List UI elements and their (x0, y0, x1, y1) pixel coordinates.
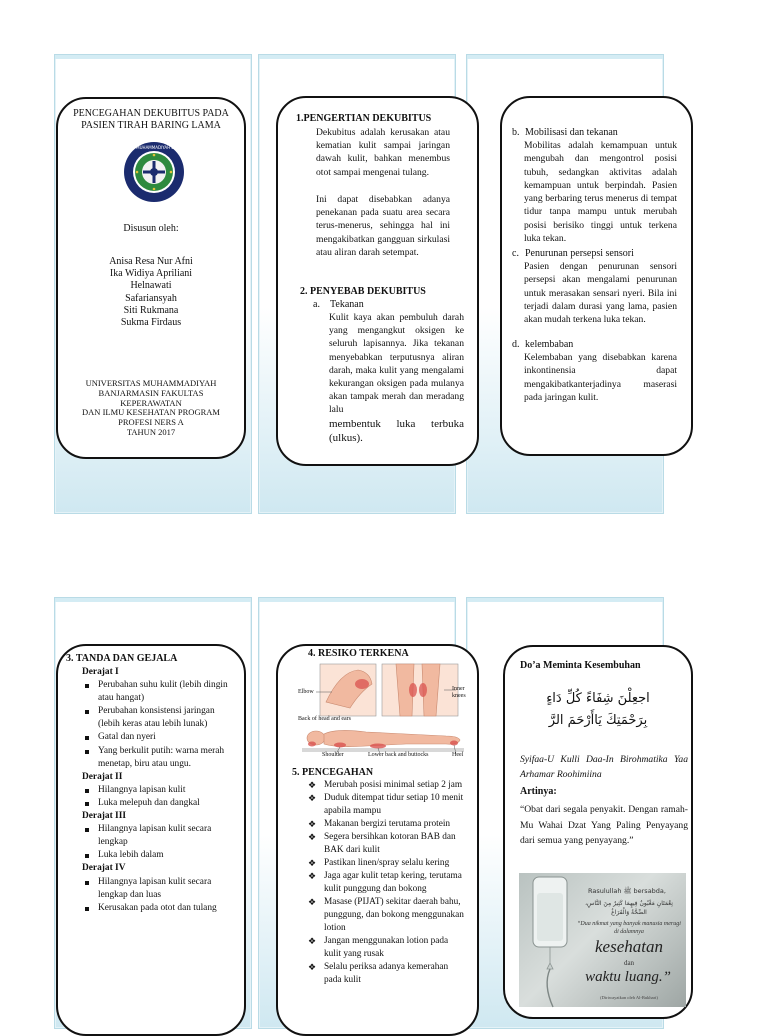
list-item: ❖ Jaga agar kulit tetap kering, terutama kulit punggung dan bokong (308, 870, 464, 896)
degree-4-list (82, 876, 230, 915)
logo-ring-text: UNIVERSITAS MUHAMMADIYAH BANJARMASIN (108, 145, 200, 150)
list-item: Hilangnya lapisan kulit secara lengkap dan luas (82, 876, 230, 902)
doa-meaning: “Obat dari segala penyakit. Dengan ramah-Mu Wahai Dzat Yang Paling Penyayang dari semua yang penyayang.” (520, 804, 688, 846)
institution-line: KEPERAWATAN (120, 397, 182, 408)
institution-line: BANJARMASIN FAKULTAS (98, 387, 204, 398)
list-item: Hilangnya lapisan kulit (82, 784, 230, 797)
list-item: Perubahan suhu kulit (lebih dingin atau hangat) (82, 679, 230, 705)
author-name: Anisa Resa Nur Afni (109, 256, 193, 267)
degree-3-list (82, 823, 230, 862)
section1-paragraph-2: Ini dapat disebabkan adanya penekanan pada suatu area secara terus-menerus, sehingga hal ini mengakibatkan gangguan sirkulasi atau aliran darah setempat. (316, 194, 450, 258)
poster-source: (Diriwayatkan oleh Al-Bukhari) (600, 995, 658, 1000)
poster-line-1: Rasulullah ﷺ bersabda, (588, 887, 666, 895)
list-item: Perubahan konsistensi jaringan (lebih keras atau lebih lunak) (82, 705, 230, 731)
author-name: Siti Rukmana (123, 304, 179, 316)
cause-d-marker: d. (512, 339, 520, 350)
author-name: Ika Widiya Apriliani (109, 268, 193, 280)
section3-heading: 3. TANDA DAN GEJALA (66, 653, 178, 664)
section2-heading: 2. PENYEBAB DEKUBITUS (300, 286, 426, 297)
section1-heading: 1.PENGERTIAN DEKUBITUS (296, 113, 432, 124)
cause-a-marker: a. (313, 299, 320, 310)
university-logo (108, 141, 200, 203)
list-item: Kerusakan pada otot dan tulang (82, 902, 230, 915)
cause-d-text: Kelembaban yang disebabkan karena inkontinensia dapat mengakibatkanterjadinya maserasi pada jaringan kulit. (524, 352, 677, 403)
institution-line: PROFESI NERS A (118, 417, 184, 428)
cover-title: PENCEGAHAN DEKUBITUS PADA PASIEN TIRAH BARING LAMA (73, 108, 229, 131)
doa-arabic-line-1: اجعِلْنَ شِفَاءً كُلِّ دَاءٍ (546, 691, 650, 706)
list-item: ❖ Jangan menggunakan lotion pada kulit yang rusak (308, 935, 464, 961)
degree-3-label: Derajat III (82, 811, 127, 822)
list-item: Gatal dan nyeri (82, 731, 230, 744)
cause-b-title: Mobilisasi dan tekanan (525, 127, 618, 138)
cause-c-marker: c. (512, 248, 519, 259)
poster-word-kesehatan: kesehatan (595, 937, 663, 956)
label-shoulder: Shoulder (322, 752, 344, 758)
list-item: Hilangnya lapisan kulit secara lengkap (82, 823, 230, 849)
cause-a-title: Tekanan (330, 299, 364, 310)
degree-2-label: Derajat II (82, 771, 123, 782)
institution-line: DAN ILMU KESEHATAN PROGRAM (82, 407, 220, 418)
degree-4-label: Derajat IV (82, 863, 126, 874)
label-back-head-ears: Back of head and ears (298, 716, 351, 722)
list-item: Yang berkulit putih: warna merah menetap, biru atau ungu. (82, 745, 230, 771)
poster-quote: “Dua nikmat yang banyak manusia merugi di dalamnya (577, 921, 681, 935)
doa-transliteration: Syifaa-U Kulli Daa-In Birohmatika Yaa Arhamar Roohimiina (520, 754, 688, 780)
author-name: Sukma Firdaus (120, 317, 182, 329)
symptoms-content (82, 666, 230, 915)
section1-paragraph-1: Dekubitus adalah kerusakan atau kematian kulit sampai jaringan dawah kulit, bahkan menembus otot sampai mengenai tulang. (316, 127, 450, 178)
doa-meaning-label: Artinya: (520, 786, 557, 797)
hadith-poster-image (519, 873, 686, 1007)
section4-heading: 4. RESIKO TERKENA (308, 648, 409, 659)
pressure-points-figure (296, 662, 468, 764)
institution-line: TAHUN 2017 (126, 426, 176, 437)
cause-a-text-end: membentuk luka terbuka (ulkus). (329, 418, 464, 444)
degree-1-label: Derajat I (82, 667, 119, 677)
degree-1-list (82, 679, 230, 771)
list-item: ❖ Selalu periksa adanya kemerahan pada kulit (308, 961, 464, 987)
prevention-list (308, 779, 464, 987)
doa-arabic-line-2: بِرَحْمَتِكَ يَاأَرْحَمَ الرَّ (548, 713, 648, 728)
cause-a-text: Kulit kaya akan pembuluh darah yang mengangkut oksigen ke seluruh lapisannya. Jika tekanan menyebabkan terputusnya aliran darah, maka kulit yang mengalami kekurangan oksigen pada mulanya akan tampak merah dan meradang lalu (329, 312, 464, 416)
list-item: ❖ Duduk ditempat tidur setiap 10 menit apabila mampu (308, 792, 464, 818)
list-item: ❖ Makanan bergizi terutama protein (308, 818, 464, 831)
label-inner-knees: Inner knees (452, 686, 466, 699)
author-name: Helnawati (130, 280, 172, 292)
institution-line: UNIVERSITAS MUHAMMADIYAH (85, 378, 217, 388)
label-lower-back: Lower back and buttocks (368, 752, 429, 758)
list-item: Luka lebih dalam (82, 849, 230, 862)
list-item: Luka melepuh dan dangkal (82, 797, 230, 810)
prepared-by-label: Disusun oleh: (123, 223, 179, 234)
label-elbow: Elbow (298, 689, 314, 695)
list-item: ❖ Merubah posisi minimal setiap 2 jam (308, 779, 464, 792)
list-item: ❖ Pastikan linen/spray selalu kering (308, 857, 464, 870)
label-heel: Heel (452, 752, 464, 758)
degree-2-list (82, 784, 230, 810)
cause-c-title: Penurunan persepsi sensori (525, 248, 634, 259)
author-name: Safariansyah (125, 292, 177, 304)
cause-b-marker: b. (512, 127, 520, 138)
poster-word-dan: dan (623, 959, 635, 967)
section5-heading: 5. PENCEGAHAN (292, 767, 374, 778)
authors-list (64, 256, 238, 329)
list-item: ❖ Masase (PIJAT) sekitar daerah bahu, punggung, dan bokong menggunakan lotion (308, 896, 464, 935)
cause-c-text: Pasien dengan penurunan sensori persepsi akan mengalami penurunan untuk merasakan sensari nyeri. Bila ini terjadi dalam durasi yang lama, pasien akan mudah terkena luka tekan. (524, 261, 677, 326)
institution-block (64, 379, 238, 438)
cause-d-title: kelembaban (525, 339, 574, 350)
doa-heading: Do’a Meminta Kesembuhan (520, 660, 641, 671)
poster-word-waktu-luang: waktu luang.” (585, 969, 671, 985)
cause-b-text: Mobilitas adalah kemampuan untuk mengubah dan mengontrol posisi tubuh, sedangkan aktivitas adalah kemampuan untuk berpindah. Pasien yang berbaring terus menerus di tempat tidur tanpa mampu untuk merubah posisi berisiko tinggi untuk terkena luka tekan. (524, 140, 677, 245)
poster-arabic: نِعْمَتَانِ مَغْبُونٌ فِيهِمَا كَثِيرٌ مِنَ النَّاسِ، الصِّحَّةُ وَالْفَرَاغُ (585, 900, 673, 916)
list-item: ❖ Segera bersihkan kotoran BAB dan BAK dari kulit (308, 831, 464, 857)
